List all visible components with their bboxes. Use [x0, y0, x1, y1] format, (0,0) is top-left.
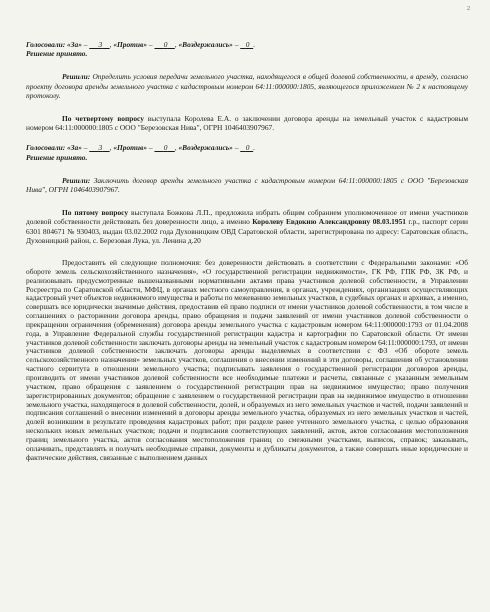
vote-label: Голосовали: — [26, 143, 66, 153]
decision-2: Решили: Заключить договор аренды земельного участка с кадастровым номером 64:11:000000:1805 с ООО "Березовская Нива", ОГРН 1046403907967. — [26, 175, 468, 195]
powers-paragraph: Предоставить ей следующие полномочия: без доверенности действовать в соответствии с Федеральными законами: «Об обороте земель сельскохозяйственного назначения», «О государственной регистрации недвижимости», ГК РФ, ГПК РФ, ЗК РФ, и реализовывать предусмотренные вышеназванными нормативными актами права участников долевой собственности, в Управлении Росреестра по Саратовской области, МФЦ, в органах местного самоуправления, в органах, учреждениях, организациях осуществляющих кадастровый учет объектов недвижимого имущества и работы по межеванию земельных участков, в судебных органах и архивах, а именно, совершать все юридически значимые действия, предоставив ей право подписи от имени участников долевой собственности, в том числе в соглашениях о расторжении договора аренды, право обращения и подачи заявлений от имени участников долевой собственности о прекращении ограничения (обременения) договора аренды земельного участка с кадастровым номером 64:11:000000:1793 от 01.04.2008 года, в Управление Федеральной службы государственной регистрации кадастра и картографии по Саратовской области. От имени участников долевой собственности заключать договоры аренды на земельный участок с кадастровым номером 64:11:000000:1793, от имени участников долевой собственности заключать договоры аренды выделяемых в соответствии с ФЗ «Об обороте земель сельскохозяйственного назначения» земельных участков, соглашения о внесении изменений в эти договоры, соглашения об установлении частного сервитута в отношении земельного участка; подписывать заявления о государственной регистрации договоров аренды, производить от имени участников долевой собственности все необходимые платежи и расчеты, связанные с указанным земельным участком, право обращения с заявлением о государственной регистрации прав на недвижимое имущество; право получения зарегистрированных документов; обращение с заявлением о государственной регистрации прав на недвижимое имущество в отношении земельного участка, находящегося в долевой собственности, долей, и образуемых из него земельных участков и частей, подачи заявлений и подписания соглашений о внесении изменений в договоры аренды земельного участка, образуемых из него земельных участков и частей, долей возникшим в результате проведения кадастровых работ; при разделе ранее учтенного земельного участка, с целью образования нескольких новых земельных участков; подачи и подписания соответствующих заявлений, актов, актов согласования местоположения границ земельного участка, актов согласования местоположения границ со смежными участками, выписок, справок; заказывать, оплачивать, представлять и получать необходимые справки, документы и дубликаты документов, а также совершать иные юридические и фактические действия, связанные с выполнением данных — [26, 258, 468, 462]
page-number: 2 — [467, 6, 470, 12]
vote-result-1: Голосовали: «За» – 3 , «Против» – 0 , «Воздержались» – 0 . — [26, 40, 256, 49]
decision-accepted-2: Решение принято. — [26, 152, 88, 162]
vote-label: Голосовали: — [26, 40, 66, 49]
question-5: По пятому вопросу выступала Божкова Л.П., предложила избрать общим собранием уполномоченное от имени участников долевой собственности действовать без доверенности лицо, а именно Королеву Евдокию Александровну 08.03.1951 г.р., паспорт серии 6301 804671 № 930403, выдан 03.02.2002 года Духовницким ОВД Саратовской области, зарегистрирована по адресу: Саратовская область, Духовницкий район, с. Березовая Лука, ул. Ленина д.20 — [26, 208, 469, 245]
question-4: По четвертому вопросу выступала Королева Е.А. о заключении договора аренды на земельный участок с кадастровым номером 64:11:000000:1805 с ООО "Березовская Нива", ОГРН 1046403907967. — [26, 114, 468, 133]
decision-accepted-1: Решение принято. — [26, 49, 88, 59]
authorized-person: Королеву Евдокию Александровну 08.03.1951 — [252, 217, 406, 227]
decision-1: Решили: Определить условия передачи земельного участка, находящегося в общей долевой собственности, в аренду, согласно проекту договора аренды земельного участка с кадастровым номером 64:11:000000:1805, являющегося приложением № 2 к настоящему протоколу. — [26, 72, 468, 100]
vote-result-2: Голосовали: «За» – 3 , «Против» – 0 , «Воздержались» – 0 . — [26, 143, 256, 153]
